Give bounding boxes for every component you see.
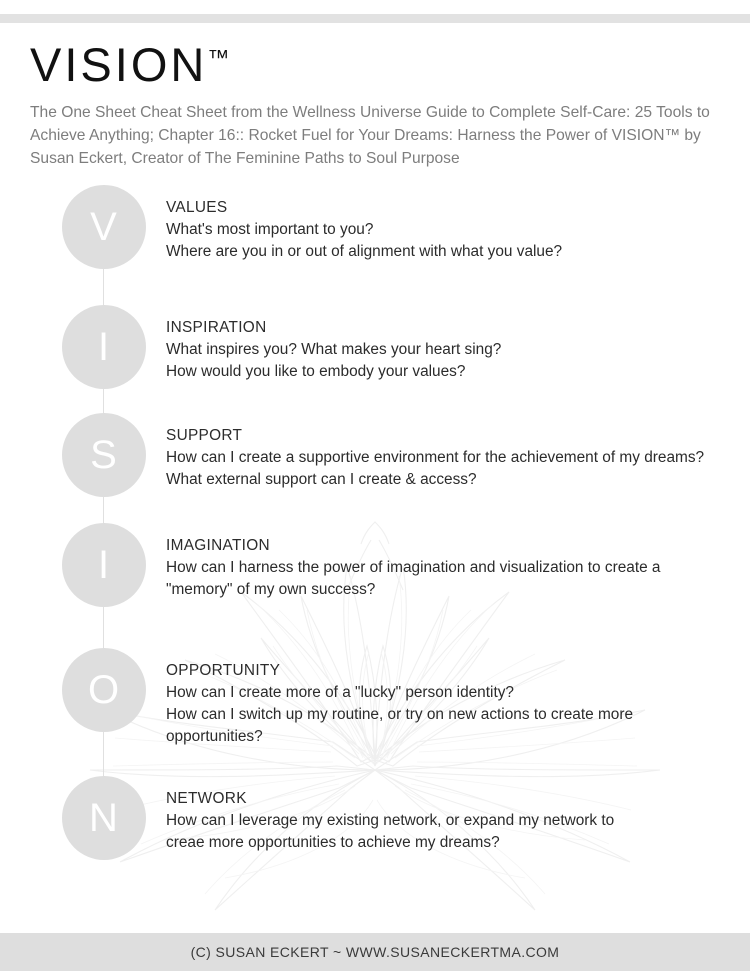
badge-letter: I [97, 325, 111, 369]
step-values [0, 185, 750, 305]
badge-letter: I [97, 543, 111, 587]
footer-copyright: (C) SUSAN ECKERT ~ WWW.SUSANECKERTMA.COM [190, 944, 560, 960]
footer-band [0, 933, 750, 971]
vision-steps-list [0, 185, 750, 876]
step-question: How can I create a supportive environment for the achievement of my dreams? [166, 449, 705, 467]
masthead [30, 40, 720, 171]
step-text-block [166, 660, 726, 748]
step-badge-column [62, 523, 146, 607]
page-title [30, 40, 720, 89]
step-badge-column [62, 648, 146, 732]
trademark-symbol: ™ [207, 45, 230, 70]
step-support [0, 413, 750, 523]
step-text-block [166, 425, 726, 491]
step-title: VALUES [166, 199, 228, 216]
step-inspiration [0, 305, 750, 413]
step-badge-column [62, 413, 146, 497]
step-badge-column [62, 305, 146, 389]
step-title: OPPORTUNITY [166, 662, 281, 679]
step-title: SUPPORT [166, 427, 243, 444]
step-question: How can I harness the power of imagination and visualization to create a "memory" of my own success? [166, 559, 661, 599]
step-badge-n [62, 776, 146, 860]
badge-letter: N [89, 796, 119, 840]
step-badge-o [62, 648, 146, 732]
step-network [0, 776, 750, 876]
step-text-block [166, 788, 726, 854]
step-question: How can I leverage my existing network, or expand my network to creae more opportunities to achieve my dreams? [166, 812, 615, 852]
step-imagination [0, 523, 750, 648]
step-question: How would you like to embody your values? [166, 363, 466, 381]
badge-letter: O [87, 668, 121, 712]
step-title: IMAGINATION [166, 537, 270, 554]
step-badge-column [62, 185, 146, 269]
step-badge-i [62, 305, 146, 389]
top-divider-band [0, 14, 750, 23]
subtitle: The One Sheet Cheat Sheet from the Wellness Universe Guide to Complete Self-Care: 25 Tools to Achieve Anything; Chapter 16:: Rocket Fuel for Your Dreams: Harness the Power of VISION™ by Susan Eckert, Creator of The Feminine Paths to Soul Purpose [30, 104, 710, 168]
step-badge-i2 [62, 523, 146, 607]
badge-letter: S [90, 433, 118, 477]
step-question: What external support can I create & access? [166, 471, 477, 489]
badge-letter: V [90, 205, 118, 249]
step-question: What's most important to you? [166, 221, 374, 239]
step-badge-column [62, 776, 146, 860]
step-question: Where are you in or out of alignment with what you value? [166, 243, 563, 261]
step-text-block [166, 535, 726, 601]
step-question: How can I create more of a "lucky" person identity? [166, 684, 514, 702]
step-opportunity [0, 648, 750, 776]
step-question: What inspires you? What makes your heart sing? [166, 341, 502, 359]
step-title: NETWORK [166, 790, 247, 807]
step-text-block [166, 197, 726, 263]
step-badge-v [62, 185, 146, 269]
step-question: How can I switch up my routine, or try on new actions to create more opportunities? [166, 706, 634, 746]
step-badge-s [62, 413, 146, 497]
brand-wordmark: VISION [30, 38, 208, 91]
step-text-block [166, 317, 726, 383]
step-title: INSPIRATION [166, 319, 267, 336]
